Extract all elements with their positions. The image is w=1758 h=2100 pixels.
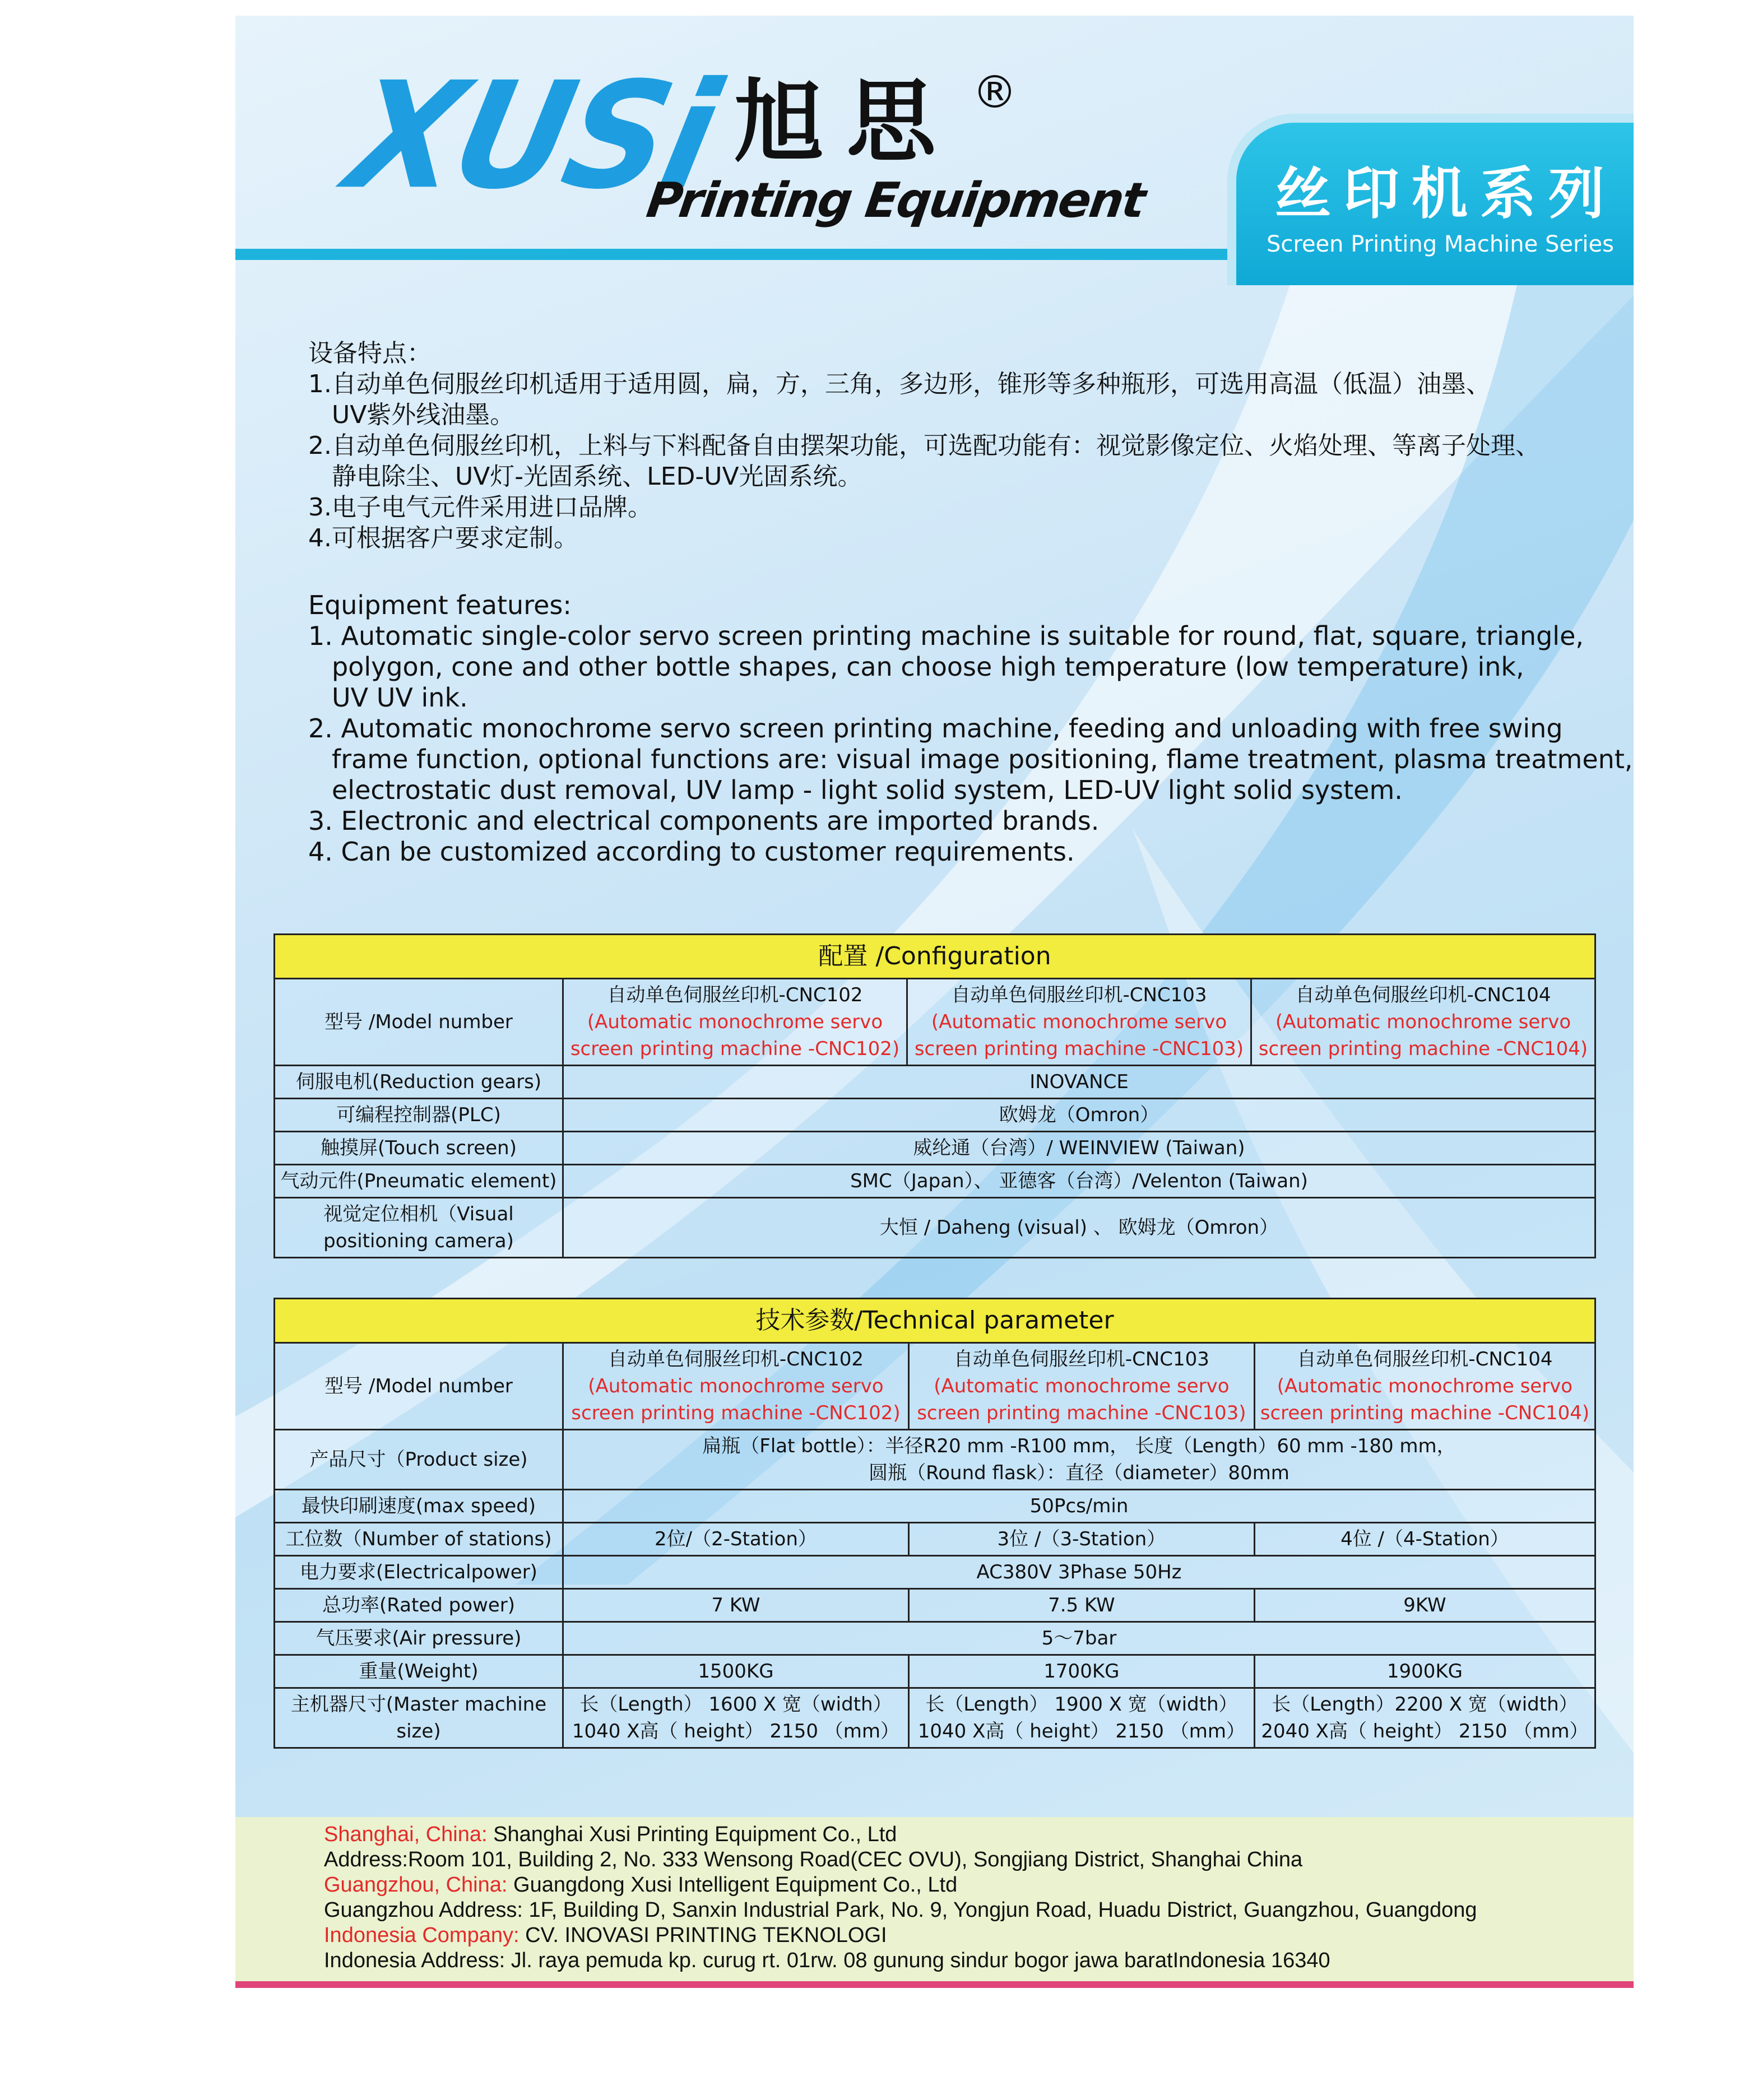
row-label: 重量(Weight) <box>275 1655 563 1688</box>
table-row <box>275 1655 1595 1688</box>
model-en: screen printing machine -CNC102) <box>571 1402 901 1424</box>
model-cn: 自动单色伺服丝印机-CNC102 <box>607 1348 864 1370</box>
model-en: screen printing machine -CNC103) <box>917 1402 1246 1424</box>
model-cell <box>1251 979 1595 1066</box>
logo-wordmark: XUSi <box>335 50 729 222</box>
footer-accent-bar <box>235 1981 1634 1988</box>
shanghai-label: Shanghai, China: <box>324 1823 494 1846</box>
row-value: 2位/（2-Station） <box>563 1523 909 1556</box>
row-value: 欧姆龙（Omron） <box>563 1099 1595 1132</box>
row-value: 7.5 KW <box>908 1589 1254 1622</box>
table-row <box>275 1589 1595 1622</box>
features-en-item: 2. Automatic monochrome servo screen printing machine, feeding and unloading with free swing <box>308 713 1563 744</box>
row-value: 5～7bar <box>563 1622 1595 1655</box>
table-row <box>275 1099 1595 1132</box>
features-en-item-cont: UV UV ink. <box>332 682 468 713</box>
features-cn-item: 3.电子电气元件采用进口品牌。 <box>308 493 652 522</box>
logo-chinese-name: 旭思 <box>734 69 959 174</box>
footer-line <box>324 1823 897 1847</box>
size-flat: 扁瓶（Flat bottle）：半径R20 mm -R100 mm， 长度（Length）60 mm -180 mm， <box>702 1435 1456 1457</box>
row-value: 1900KG <box>1254 1655 1595 1688</box>
technical-parameter-table <box>273 1298 1596 1749</box>
row-label: 气动元件(Pneumatic element) <box>275 1165 563 1198</box>
footer-line <box>324 1924 887 1948</box>
row-value: 威纶通（台湾）/ WEINVIEW (Taiwan) <box>563 1132 1595 1165</box>
row-value: 7 KW <box>563 1589 909 1622</box>
model-cn: 自动单色伺服丝印机-CNC102 <box>607 984 863 1006</box>
features-cn-item: 2.自动单色伺服丝印机，上料与下料配备自由摆架功能，可选配功能有：视觉影像定位、火焰处理、等离子处理、 <box>308 431 1540 460</box>
table-title: 配置 /Configuration <box>275 935 1595 979</box>
model-en: screen printing machine -CNC104) <box>1258 1038 1588 1060</box>
features-en-item-cont: polygon, cone and other bottle shapes, can choose high temperature (low temperature) ink, <box>332 652 1524 682</box>
model-cell <box>908 1343 1254 1430</box>
row-value: 长（Length） 1600 X 宽（width） 1040 X高（ height） 2150 （mm） <box>563 1688 909 1748</box>
table-row <box>275 1165 1595 1198</box>
row-label: 触摸屏(Touch screen) <box>275 1132 563 1165</box>
indonesia-label: Indonesia Company: <box>324 1924 526 1947</box>
features-en-item-cont: electrostatic dust removal, UV lamp - light solid system, LED-UV light solid system. <box>332 775 1403 805</box>
model-cell <box>563 1343 909 1430</box>
registered-mark: ® <box>972 66 1017 118</box>
features-en-title: Equipment features: <box>308 590 572 620</box>
table-row <box>275 979 1595 1066</box>
table-row <box>275 1343 1595 1430</box>
guangzhou-label: Guangzhou, China: <box>324 1873 514 1897</box>
row-label: 可编程控制器(PLC) <box>275 1099 563 1132</box>
row-value <box>563 1430 1595 1490</box>
row-label: 视觉定位相机（Visual positioning camera) <box>275 1198 563 1258</box>
model-en: (Automatic monochrome servo <box>1275 1011 1571 1033</box>
indonesia-company: CV. INOVASI PRINTING TEKNOLOGI <box>525 1924 887 1947</box>
features-en-item-cont: frame function, optional functions are: visual image positioning, flame treatment, plasma treatment, <box>332 744 1633 774</box>
features-cn-item-cont: 静电除尘、UV灯-光固系统、LED-UV光固系统。 <box>332 462 862 491</box>
guangzhou-company: Guangdong Xusi Intelligent Equipment Co., Ltd <box>513 1873 958 1897</box>
model-cn: 自动单色伺服丝印机-CNC103 <box>951 984 1207 1006</box>
configuration-table <box>273 933 1596 1258</box>
features-cn-item: 1.自动单色伺服丝印机适用于适用圆，扁，方，三角，多边形，锥形等多种瓶形，可选用高温（低温）油墨、 <box>308 370 1491 398</box>
row-label: 最快印刷速度(max speed) <box>275 1490 563 1523</box>
table-row <box>275 1622 1595 1655</box>
table-row <box>275 1490 1595 1523</box>
series-title-cn: 丝印机系列 <box>1275 161 1617 226</box>
model-en: (Automatic monochrome servo <box>1277 1375 1573 1397</box>
row-value: SMC（Japan）、 亚德客（台湾）/Velenton (Taiwan) <box>563 1165 1595 1198</box>
features-cn <box>308 338 1540 554</box>
row-value: 9KW <box>1254 1589 1595 1622</box>
table-row <box>275 1556 1595 1589</box>
table-title: 技术参数/Technical parameter <box>275 1299 1595 1343</box>
model-cell <box>1254 1343 1595 1430</box>
model-en: (Automatic monochrome servo <box>934 1375 1230 1397</box>
model-cn: 自动单色伺服丝印机-CNC103 <box>953 1348 1209 1370</box>
row-label: 主机器尺寸(Master machine size) <box>275 1688 563 1748</box>
row-value: 长（Length） 1900 X 宽（width） 1040 X高（ height） 2150 （mm） <box>908 1688 1254 1748</box>
row-value: 1700KG <box>908 1655 1254 1688</box>
table-row <box>275 1198 1595 1258</box>
table-row <box>275 1430 1595 1490</box>
guangzhou-address: Guangzhou Address: 1F, Building D, Sanxin Industrial Park, No. 9, Yongjun Road, Huadu District, Guangzhou, Guangdong <box>324 1898 1477 1922</box>
model-cn: 自动单色伺服丝印机-CNC104 <box>1295 984 1551 1006</box>
model-en: screen printing machine -CNC103) <box>914 1038 1244 1060</box>
brochure-page <box>235 16 1634 1988</box>
features-cn-title: 设备特点： <box>308 339 432 368</box>
model-cell <box>907 979 1251 1066</box>
row-value: AC380V 3Phase 50Hz <box>563 1556 1595 1589</box>
row-value: INOVANCE <box>563 1066 1595 1099</box>
model-cn: 自动单色伺服丝印机-CNC104 <box>1297 1348 1553 1370</box>
model-cell <box>563 979 907 1066</box>
row-value: 4位 /（4-Station） <box>1254 1523 1595 1556</box>
row-label: 型号 /Model number <box>275 1343 563 1430</box>
shanghai-address: Address:Room 101, Building 2, No. 333 Wensong Road(CEC OVU), Songjiang District, Shanghai China <box>324 1848 1303 1871</box>
footer-line <box>324 1873 957 1897</box>
model-en: screen printing machine -CNC102) <box>570 1038 900 1060</box>
series-title-en: Screen Printing Machine Series <box>1267 231 1614 257</box>
row-value: 大恒 / Daheng (visual) 、 欧姆龙（Omron） <box>563 1198 1595 1258</box>
header-rule <box>235 249 1233 260</box>
row-label: 总功率(Rated power) <box>275 1589 563 1622</box>
table-row <box>275 1523 1595 1556</box>
shanghai-company: Shanghai Xusi Printing Equipment Co., Ltd <box>493 1823 897 1846</box>
row-label: 产品尺寸（Product size) <box>275 1430 563 1490</box>
features-cn-item: 4.可根据客户要求定制。 <box>308 524 578 552</box>
row-value: 3位 /（3-Station） <box>908 1523 1254 1556</box>
row-value: 50Pcs/min <box>563 1490 1595 1523</box>
row-label: 伺服电机(Reduction gears) <box>275 1066 563 1099</box>
model-en: screen printing machine -CNC104) <box>1260 1402 1590 1424</box>
features-cn-item-cont: UV紫外线油墨。 <box>332 401 515 429</box>
model-en: (Automatic monochrome servo <box>587 1011 883 1033</box>
logo-subtitle: Printing Equipment <box>643 173 1148 229</box>
row-value: 长（Length）2200 X 宽（width）2040 X高（ height） 2150 （mm） <box>1254 1688 1595 1748</box>
row-label: 工位数（Number of stations) <box>275 1523 563 1556</box>
table-row <box>275 1066 1595 1099</box>
features-en-item: 3. Electronic and electrical components are imported brands. <box>308 806 1100 836</box>
row-value: 1500KG <box>563 1655 909 1688</box>
model-en: (Automatic monochrome servo <box>931 1011 1227 1033</box>
row-label: 气压要求(Air pressure) <box>275 1622 563 1655</box>
table-row <box>275 1132 1595 1165</box>
row-label: 电力要求(Electricalpower) <box>275 1556 563 1589</box>
features-en <box>308 590 1632 867</box>
table-row <box>275 1688 1595 1748</box>
features-en-item: 4. Can be customized according to customer requirements. <box>308 837 1075 867</box>
indonesia-address: Indonesia Address: Jl. raya pemuda kp. curug rt. 01rw. 08 gunung sindur bogor jawa baratIndonesia 16340 <box>324 1949 1330 1972</box>
row-label: 型号 /Model number <box>275 979 563 1066</box>
features-en-item: 1. Automatic single-color servo screen printing machine is suitable for round, flat, square, triangle, <box>308 621 1584 651</box>
model-en: (Automatic monochrome servo <box>588 1375 884 1397</box>
size-round: 圆瓶（Round flask）：直径（diameter）80mm <box>869 1462 1289 1484</box>
